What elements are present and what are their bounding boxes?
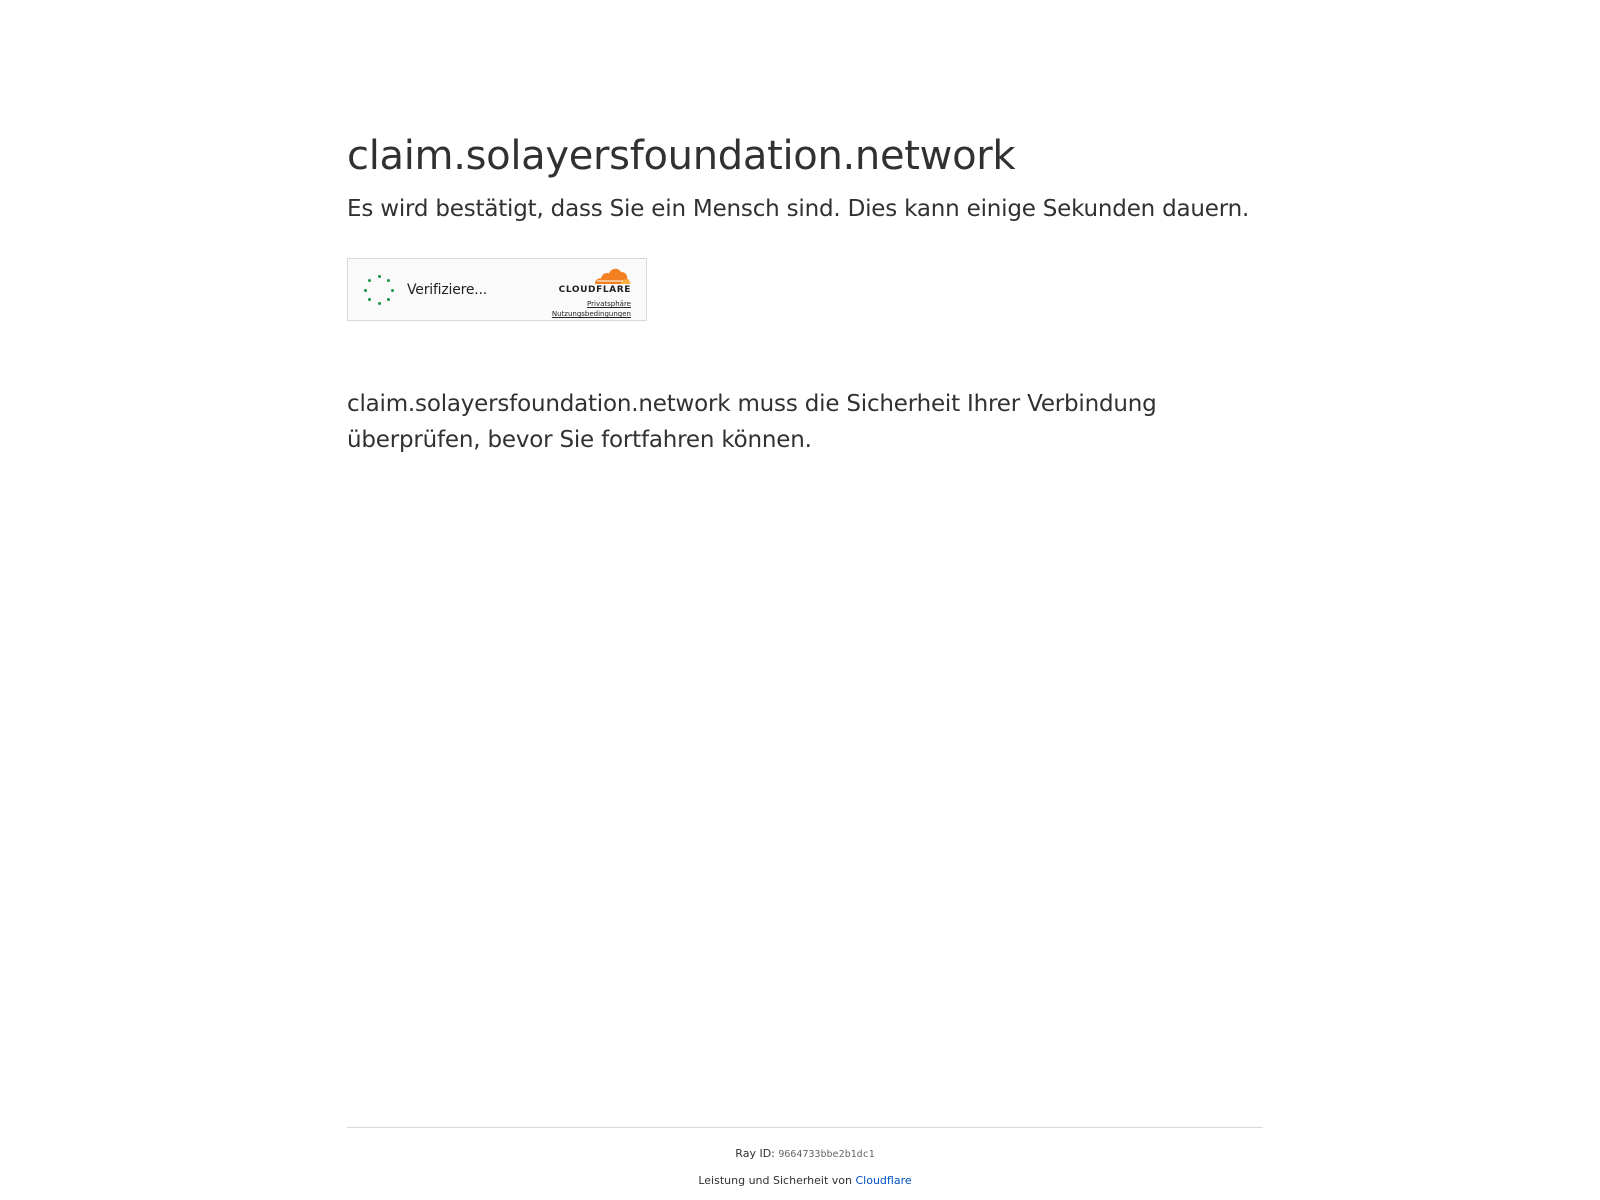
terms-link[interactable]: Nutzungsbedingungen	[551, 310, 631, 318]
cloudflare-wordmark: CLOUDFLARE	[558, 285, 631, 295]
security-check-message: claim.solayersfoundation.network muss die Sicherheit Ihrer Verbindung überprüfen, bevor Sie fortfahren können.	[347, 391, 1157, 453]
ray-id-value: 9664733bbe2b1dc1	[778, 1149, 875, 1160]
ray-id-label: Ray ID:	[735, 1147, 775, 1160]
main-content	[347, 128, 1267, 453]
verifying-status-label: Verifiziere...	[407, 282, 488, 298]
turnstile-widget[interactable]	[347, 258, 647, 321]
performance-prefix: Leistung und Sicherheit von	[698, 1174, 852, 1187]
loading-spinner-icon	[364, 275, 394, 305]
site-title: claim.solayersfoundation.network	[347, 133, 1016, 179]
verification-subtitle: Es wird bestätigt, dass Sie ein Mensch sind. Dies kann einige Sekunden dauern.	[347, 196, 1250, 222]
privacy-link[interactable]: Privatsphäre	[587, 300, 631, 308]
ray-id-line	[347, 1146, 1263, 1163]
cloudflare-branding	[521, 265, 631, 317]
cloudflare-link[interactable]: Cloudflare	[855, 1174, 912, 1187]
footer	[347, 1127, 1263, 1189]
performance-line	[347, 1173, 1263, 1189]
cloudflare-cloud-icon	[591, 265, 631, 285]
